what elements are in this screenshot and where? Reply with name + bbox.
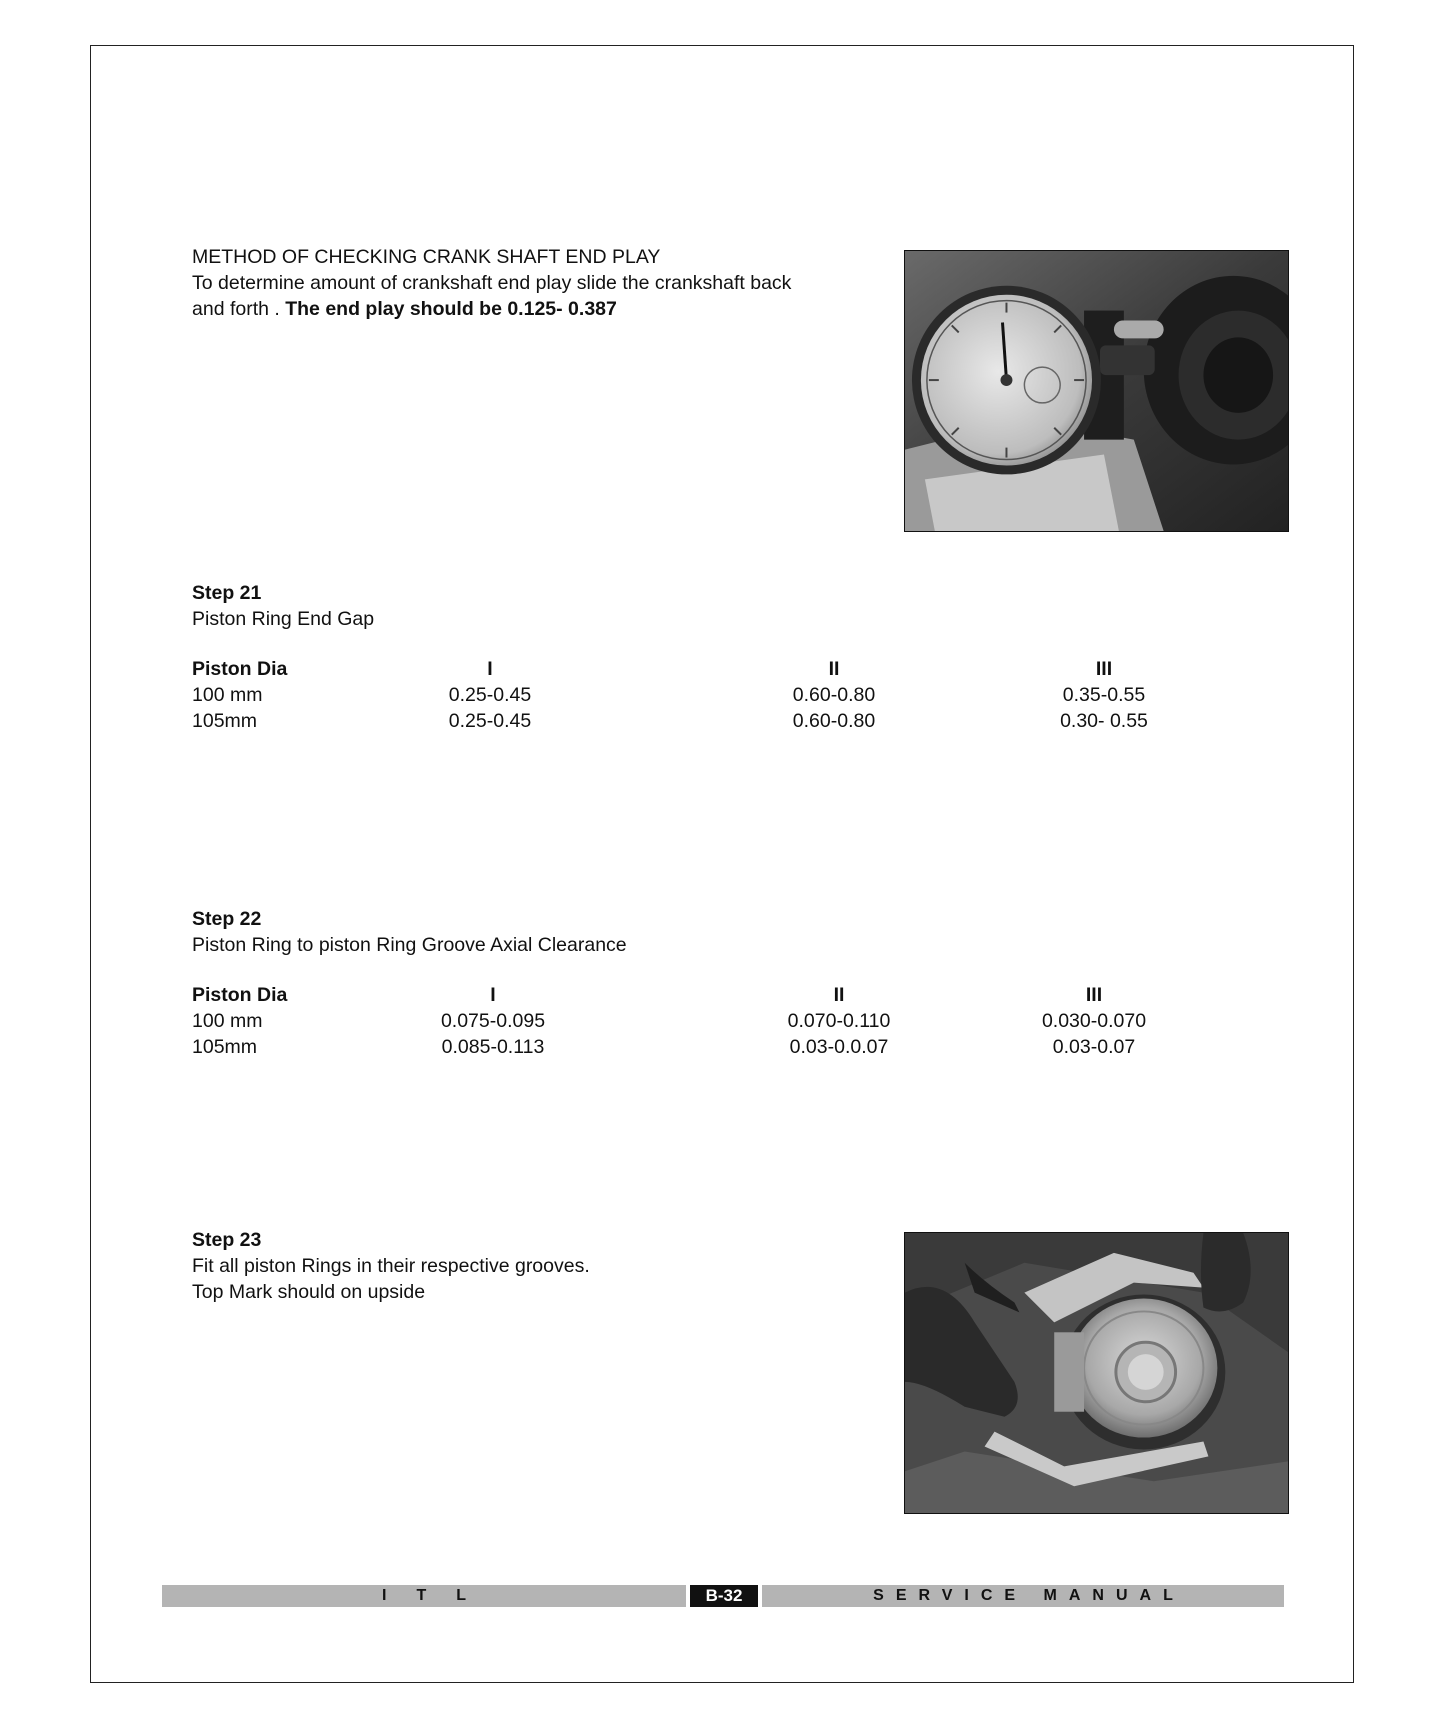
step22-title: Piston Ring to piston Ring Groove Axial Clearance [192,934,627,956]
cell-ring-2: 0.03-0.0.07 [789,1036,889,1058]
table-row [192,682,1192,708]
cell-dia: 105mm [192,1036,258,1058]
step22-table [192,982,1192,1060]
endplay-heading: METHOD OF CHECKING CRANK SHAFT END PLAY [192,246,661,268]
step21-title: Piston Ring End Gap [192,608,375,630]
cell-ring-3: 0.03-0.07 [1052,1036,1136,1058]
header-ring-1: I [490,984,496,1006]
step21-table [192,656,1192,734]
piston-ring-expander-photo [904,1232,1289,1514]
header-ring-3: III [1085,984,1103,1006]
cell-ring-1: 0.25-0.45 [448,684,532,706]
cell-ring-3: 0.35-0.55 [1062,684,1146,706]
header-ring-2: II [828,658,840,680]
cell-ring-3: 0.30- 0.55 [1060,710,1148,732]
cell-ring-2: 0.60-0.80 [792,684,876,706]
cell-ring-1: 0.085-0.113 [441,1036,545,1058]
cell-dia: 100 mm [192,1010,263,1032]
header-piston-dia: Piston Dia [192,984,288,1006]
step23-line1: Fit all piston Rings in their respective grooves. [192,1255,590,1277]
table-header-row [192,656,1192,682]
header-ring-2: II [833,984,845,1006]
step23-label: Step 23 [192,1229,262,1251]
table-row [192,708,1192,734]
step22-label: Step 22 [192,908,262,930]
table-row [192,1008,1192,1034]
endplay-text-line1: To determine amount of crankshaft end play slide the crankshaft back [192,272,792,294]
dial-gauge-photo [904,250,1289,532]
cell-ring-1: 0.25-0.45 [448,710,532,732]
endplay-text-line2 [192,296,617,322]
header-ring-1: I [487,658,493,680]
header-ring-3: III [1095,658,1113,680]
cell-ring-3: 0.030-0.070 [1041,1010,1147,1032]
table-row [192,1034,1192,1060]
page-footer [162,1585,1284,1607]
table-header-row [192,982,1192,1008]
step23-line2: Top Mark should on upside [192,1281,426,1303]
page-number: B-32 [690,1585,758,1607]
endplay-spec: The end play should be 0.125- 0.387 [285,298,617,320]
footer-manual-title: SERVICE MANUAL [873,1587,1185,1604]
cell-ring-2: 0.60-0.80 [792,710,876,732]
cell-dia: 100 mm [192,684,263,706]
cell-dia: 105mm [192,710,258,732]
header-piston-dia: Piston Dia [192,658,288,680]
step21-label: Step 21 [192,582,262,604]
footer-company: ITL [382,1587,496,1604]
cell-ring-1: 0.075-0.095 [440,1010,546,1032]
endplay-text-prefix: and forth . [192,298,286,320]
cell-ring-2: 0.070-0.110 [787,1010,891,1032]
